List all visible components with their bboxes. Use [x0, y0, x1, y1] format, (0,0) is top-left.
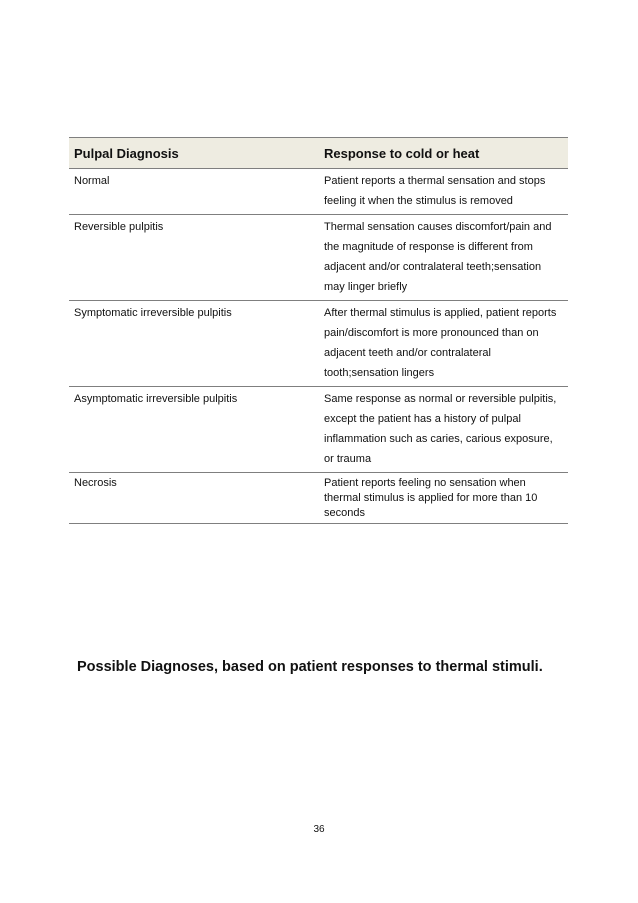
diagnosis-table — [69, 137, 568, 524]
diagnosis-cell: Symptomatic irreversible pulpitis — [69, 301, 319, 387]
response-cell: Same response as normal or reversible pulpitis, except the patient has a history of pulpal inflammation such as caries, carious exposure, or trauma — [319, 387, 568, 473]
response-cell: Patient reports a thermal sensation and stops feeling it when the stimulus is removed — [319, 169, 568, 215]
diagnosis-cell: Reversible pulpitis — [69, 215, 319, 301]
figure-caption: Possible Diagnoses, based on patient responses to thermal stimuli. — [77, 659, 543, 675]
header-pulpal-diagnosis: Pulpal Diagnosis — [69, 138, 319, 169]
diagnosis-cell: Normal — [69, 169, 319, 215]
response-cell: Thermal sensation causes discomfort/pain and the magnitude of response is different from adjacent and/or contralateral teeth;sensation may linger briefly — [319, 215, 568, 301]
table-row — [69, 301, 568, 387]
page-number: 36 — [313, 824, 325, 835]
response-cell: After thermal stimulus is applied, patient reports pain/discomfort is more pronounced than on adjacent teeth and/or contralateral tooth;sensation lingers — [319, 301, 568, 387]
table-header-row — [69, 138, 568, 169]
diagnosis-cell: Necrosis — [69, 473, 319, 524]
header-response: Response to cold or heat — [319, 138, 568, 169]
table-row — [69, 387, 568, 473]
response-cell: Patient reports feeling no sensation when thermal stimulus is applied for more than 10 seconds — [319, 473, 568, 524]
table-row — [69, 473, 568, 524]
table-row — [69, 215, 568, 301]
table-row — [69, 169, 568, 215]
diagnosis-cell: Asymptomatic irreversible pulpitis — [69, 387, 319, 473]
